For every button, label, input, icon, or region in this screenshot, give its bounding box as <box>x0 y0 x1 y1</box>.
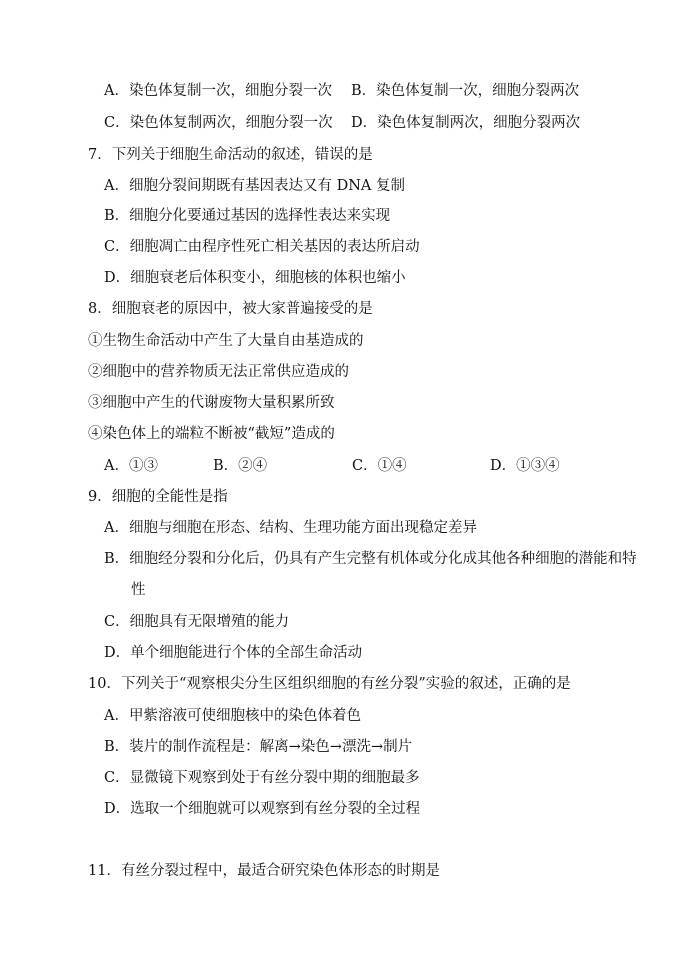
q6-option-a: A．染色体复制一次，细胞分裂一次 <box>104 83 332 99</box>
q8-stem: 8．细胞衰老的原因中，被大家普遍接受的是 <box>88 301 373 317</box>
q9-option-b-line1: B．细胞经分裂和分化后，仍具有产生完整有机体或分化成其他各种细胞的潜能和特 <box>104 551 637 567</box>
q8-option-a: A．①③ <box>104 458 158 474</box>
q9-option-a: A．细胞与细胞在形态、结构、生理功能方面出现稳定差异 <box>104 520 477 536</box>
q8-item-4: ④染色体上的端粒不断被“截短”造成的 <box>88 426 335 442</box>
q7-option-c: C．细胞凋亡由程序性死亡相关基因的表达所启动 <box>104 239 420 255</box>
q6-option-c: C．染色体复制两次，细胞分裂一次 <box>104 115 333 131</box>
q10-stem: 10．下列关于“观察根尖分生区组织细胞的有丝分裂”实验的叙述，正确的是 <box>88 676 571 692</box>
q8-option-d: D．①③④ <box>490 458 560 474</box>
q6-option-b: B．染色体复制一次，细胞分裂两次 <box>351 83 580 99</box>
q9-option-b-line2: 性 <box>131 582 146 598</box>
q8-item-1: ①生物生命活动中产生了大量自由基造成的 <box>88 333 364 349</box>
q8-option-c: C．①④ <box>352 458 407 474</box>
q7-option-b: B．细胞分化要通过基因的选择性表达来实现 <box>104 208 391 224</box>
q9-stem: 9．细胞的全能性是指 <box>88 489 228 505</box>
q7-stem: 7．下列关于细胞生命活动的叙述，错误的是 <box>88 147 373 163</box>
q8-option-b: B．②④ <box>213 458 268 474</box>
q11-stem: 11．有丝分裂过程中，最适合研究染色体形态的时期是 <box>88 863 440 879</box>
q9-option-c: C．细胞具有无限增殖的能力 <box>104 614 290 630</box>
q10-option-d: D．选取一个细胞就可以观察到有丝分裂的全过程 <box>104 801 421 817</box>
q9-option-d: D．单个细胞能进行个体的全部生命活动 <box>104 645 363 661</box>
q8-item-3: ③细胞中产生的代谢废物大量积累所致 <box>88 395 335 411</box>
q7-option-d: D．细胞衰老后体积变小，细胞核的体积也缩小 <box>104 270 406 286</box>
q10-option-c: C．显微镜下观察到处于有丝分裂中期的细胞最多 <box>104 770 420 786</box>
q10-option-a: A．甲紫溶液可使细胞核中的染色体着色 <box>104 708 361 724</box>
q6-option-d: D．染色体复制两次，细胞分裂两次 <box>351 115 581 131</box>
q7-option-a: A．细胞分裂间期既有基因表达又有 DNA 复制 <box>104 178 405 194</box>
q10-option-b: B．装片的制作流程是：解离→染色→漂洗→制片 <box>104 739 413 755</box>
q8-item-2: ②细胞中的营养物质无法正常供应造成的 <box>88 364 349 380</box>
